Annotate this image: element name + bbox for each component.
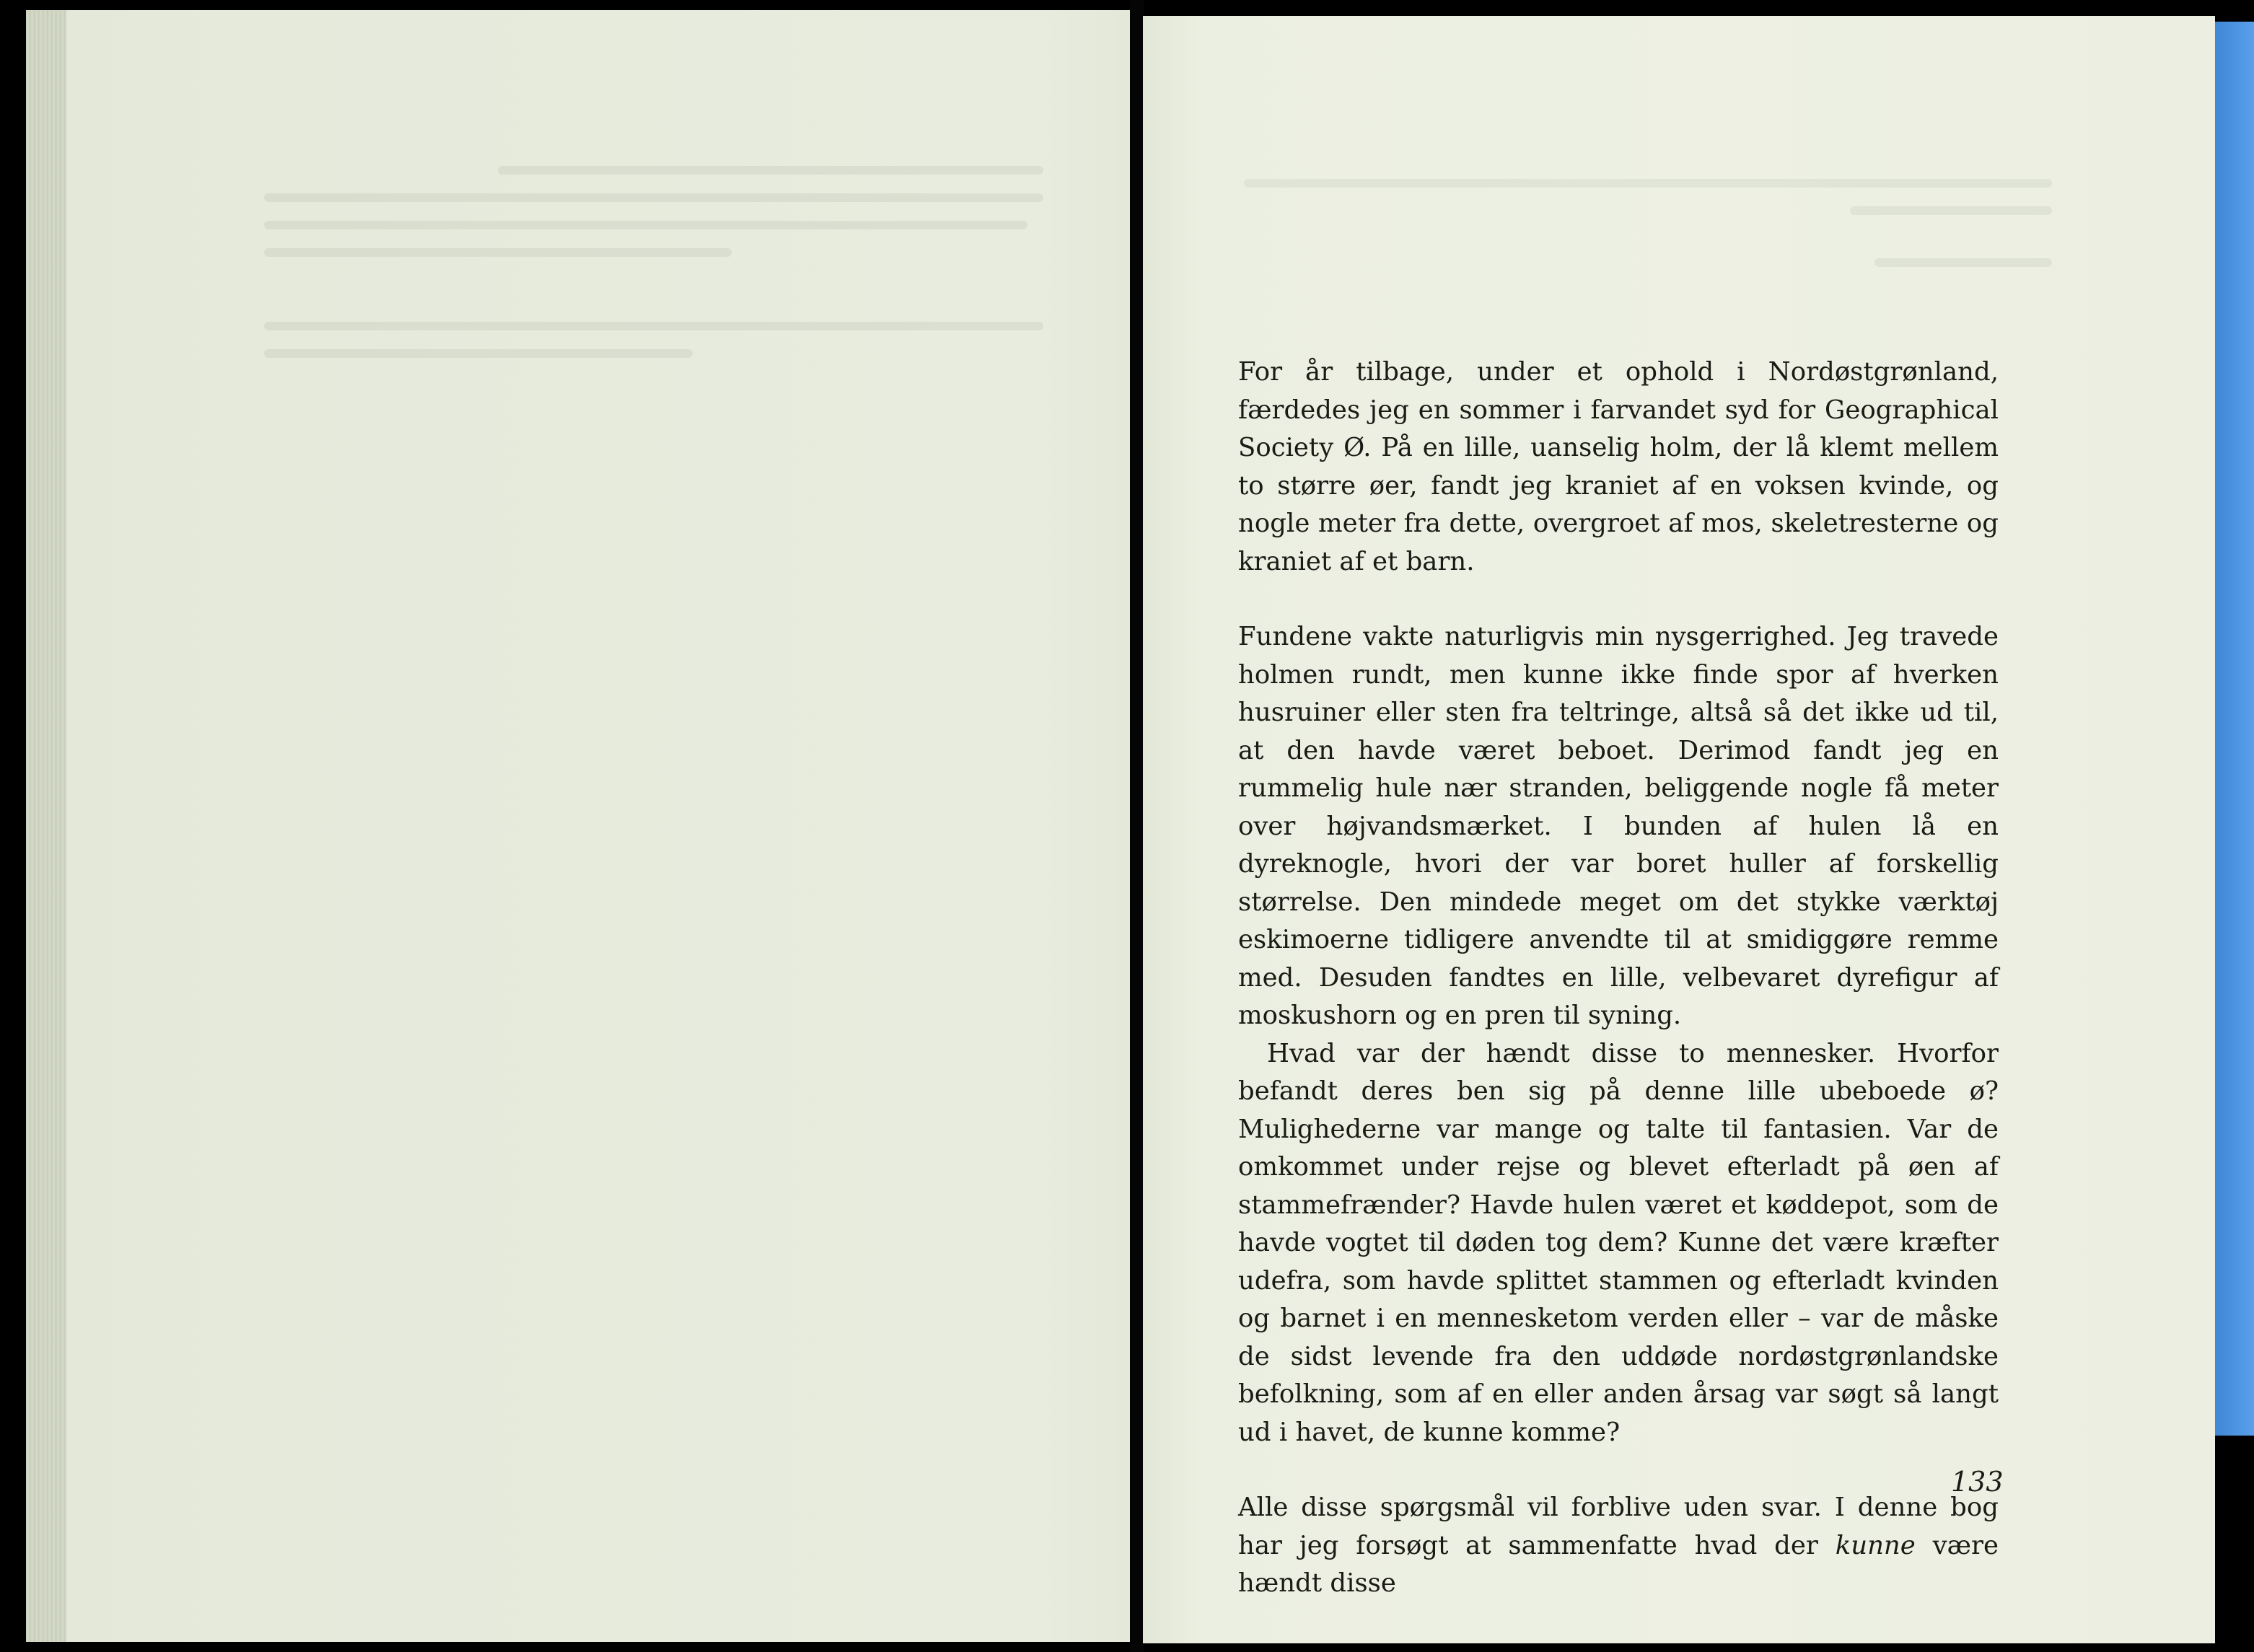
right-page	[1143, 16, 2215, 1643]
emphasis-word: kunne	[1835, 1530, 1916, 1560]
paragraph-3: Hvad var der hændt disse to mennesker. Hvorfor befandt deres ben sig på denne lille ubeboede ø? Mulighederne var mange og talte til fantasien. Var de omkommet under rejse og blevet efterladt på øen af stammefrænder? Havde hulen været et køddepot, som de havde vogtet til døden tog dem? Kunne det være kræfter udefra, som havde splittet stammen og efterladt kvinden og barnet i en mennesketom verden eller – var de måske de sidst levende fra den uddøde nordøstgrønlandske befolkning, som af en eller anden årsag var søgt så langt ud i havet, de kunne komme?	[1238, 1038, 1999, 1447]
show-through-text	[264, 147, 1043, 421]
paragraph-1: For år tilbage, under et ophold i Nordøstgrønland, færdedes jeg en sommer i farvandet syd for Geographical Society Ø. På en lille, uanselig holm, der lå klemt mellem to større øer, fandt jeg kraniet af en voksen kvinde, og nogle meter fra dette, overgroet af mos, skeletresterne og kraniet af et barn.	[1238, 357, 1999, 576]
book-gutter	[1130, 0, 1144, 1652]
page-number: 133	[1951, 1466, 2004, 1498]
paragraph-4-start: Alle disse spørgsmål vil forblive uden svar. I denne bog har jeg forsøgt at sammenfatte hvad der	[1238, 1493, 1999, 1560]
page-stack-edge	[26, 10, 66, 1642]
paragraph-4-end: være hændt disse	[1238, 1530, 1999, 1598]
paragraph-4	[1238, 1489, 1999, 1603]
paragraph-2: Fundene vakte naturligvis min nysgerrighed. Jeg travede holmen rundt, men kunne ikke finde spor af hverken husruiner eller sten fra teltringe, altså så det ikke ud til, at den havde været beboet. Derimod fandt jeg en rummelig hule nær stranden, beliggende nogle få meter over højvandsmærket. I bunden af hulen lå en dyreknogle, hvori der var boret huller af forskellig størrelse. Den mindede meget om det stykke værktøj eskimoerne tidligere anvendte til at smidiggøre remme med. Desuden fandtes en lille, velbevaret dyrefigur af moskushorn og en pren til syning.	[1238, 622, 1999, 1030]
body-text	[1238, 353, 2004, 1603]
show-through-text	[1244, 160, 2052, 267]
left-page	[26, 10, 1130, 1642]
book-cover-edge	[2215, 22, 2254, 1436]
